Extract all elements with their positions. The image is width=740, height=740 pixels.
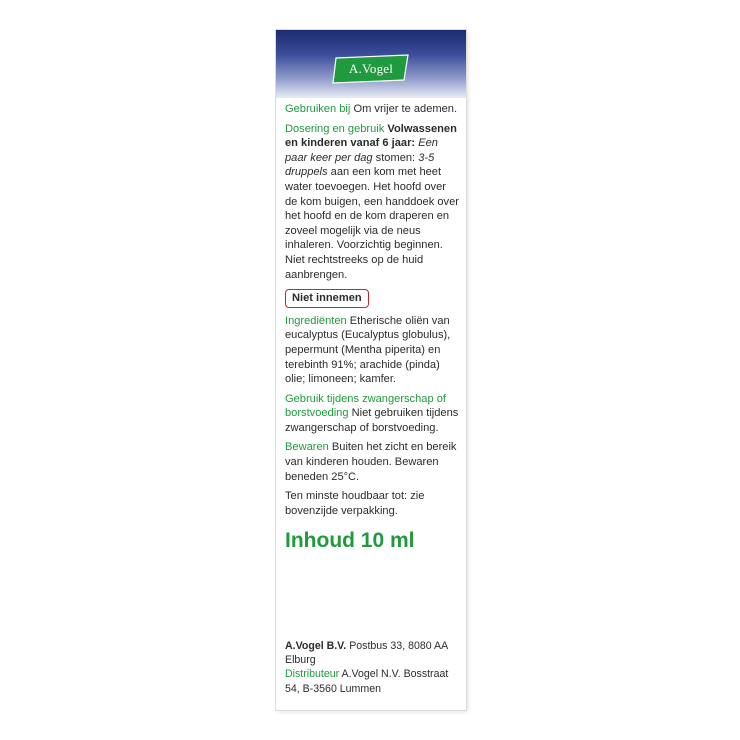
use-section xyxy=(285,102,461,117)
volume-text: Inhoud 10 ml xyxy=(285,529,415,553)
pregnancy-section xyxy=(285,392,461,436)
dosage-section xyxy=(285,122,461,283)
ingredients-text: Etherische oliën van eucalyptus (Eucalyptus globulus), pepermunt (Mentha piperita) en terebinth 91%; arachide (pinda) olie; limoneen; kamfer. xyxy=(285,314,451,386)
use-text: Om vrijer te ademen. xyxy=(353,103,458,115)
brand-logo xyxy=(330,54,412,84)
warning-badge: Niet innemen xyxy=(285,289,369,308)
use-label: Gebruiken bij xyxy=(285,103,351,115)
logo-text: A.Vogel xyxy=(348,61,394,76)
storage-text: Buiten het zicht en bereik van kinderen houden. Bewaren beneden 25°C. xyxy=(285,441,457,483)
pregnancy-label: Gebruik tijdens zwangerschap of borstvoeding xyxy=(285,392,446,420)
dosage-label: Dosering en gebruik xyxy=(285,122,385,135)
dosage-text-1: stomen: xyxy=(375,151,416,164)
dosage-audience: Volwassenen en kinderen vanaf 6 jaar: xyxy=(285,122,457,150)
distributor-text: A.Vogel N.V. Bosstraat 54, B-3560 Lummen xyxy=(285,668,449,695)
distributor-label: Distributeur xyxy=(285,668,340,681)
product-label-panel xyxy=(276,30,466,710)
dosage-drops: 3-5 druppels xyxy=(285,151,435,179)
ingredients-section xyxy=(285,314,461,387)
dosage-text-2: aan een kom met heet water toevoegen. Het hoofd over de kom buigen, een handdoek over het hoofd en de kom draperen en zoveel mogelijk via de neus inhaleren. Voorzichtig beginnen. Niet rechtstreeks op de huid aanbrengen. xyxy=(285,166,459,281)
ingredients-label: Ingrediënten xyxy=(285,314,347,327)
pregnancy-text: Niet gebruiken tijdens zwangerschap of borstvoeding. xyxy=(285,407,459,434)
storage-section xyxy=(285,440,461,484)
company-address: Postbus 33, 8080 AA Elburg xyxy=(285,640,448,667)
best-before-text: Ten minste houdbaar tot: zie bovenzijde verpakking. xyxy=(285,490,425,517)
dosage-frequency: Een paar keer per dag xyxy=(285,137,438,164)
company-info xyxy=(285,639,461,696)
label-content xyxy=(285,102,461,554)
company-name: A.Vogel B.V. xyxy=(285,640,347,652)
storage-label: Bewaren xyxy=(285,441,329,454)
